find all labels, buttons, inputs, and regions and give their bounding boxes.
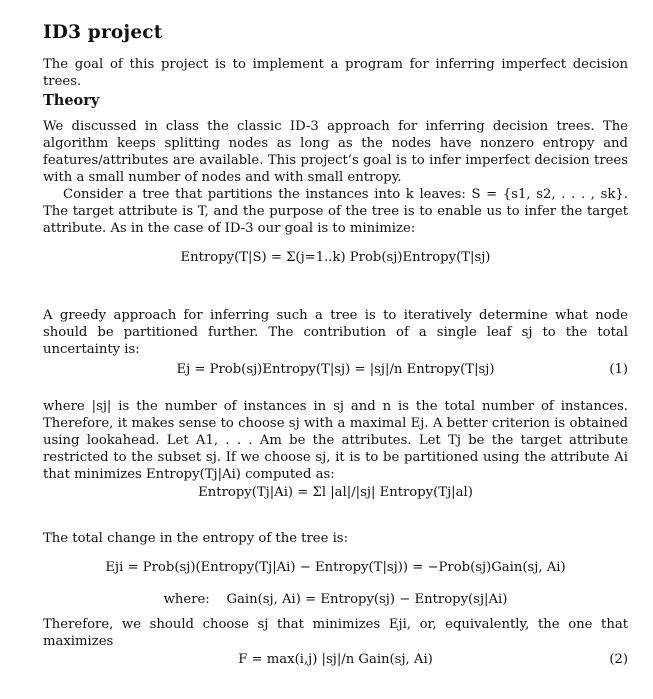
theory-paragraph-3: A greedy approach for inferring such a tree is to iteratively determine what node should be partitioned further. The contribution of a single leaf sj to the total uncertainty is: [43,308,628,357]
equation-1-number: (1) [609,362,628,377]
theory-paragraph-6: Therefore, we should choose sj that minimizes Eji, or, equivalently, the one that maximizes [43,617,628,649]
equation-gain [43,592,628,607]
page-title: ID3 project [43,22,163,43]
equation-gain-body: Gain(sj, Ai) = Entropy(sj) − Entropy(sj|Ai) [226,592,508,607]
theory-paragraph-5: The total change in the entropy of the tree is: [43,531,349,546]
equation-eji: Eji = Prob(sj)(Entropy(Tj|Ai) − Entropy(T|sj)) = −Prob(sj)Gain(sj, Ai) [105,560,566,575]
equation-1-body: Ej = Prob(sj)Entropy(T|sj) = |sj|/n Entropy(T|sj) [176,362,495,377]
theory-paragraph-1: We discussed in class the classic ID-3 approach for inferring decision trees. The algorithm keeps splitting nodes as long as the nodes have nonzero entropy and features/attributes are available. This project’s goal is to infer imperfect decision trees with a small number of nodes and with small entropy. [43,119,628,185]
theory-paragraph-2: Consider a tree that partitions the instances into k leaves: S = {s1, s2, . . . , sk}. The target attribute is T, and the purpose of the tree is to enable us to infer the target attribute. As in the case of ID-3 our goal is to minimize: [43,187,628,236]
equation-2-number: (2) [609,652,628,667]
equation-2-body: F = max(i,j) |sj|/n Gain(sj, Ai) [238,652,433,667]
equation-entropy-tree: Entropy(T|S) = Σ(j=1..k) Prob(sj)Entropy(T|sj) [180,250,491,265]
intro-paragraph: The goal of this project is to implement a program for inferring imperfect decision trees. [43,57,628,89]
section-heading-theory: Theory [43,92,100,109]
equation-gain-where-label: where: [163,592,210,607]
theory-paragraph-4: where |sj| is the number of instances in sj and n is the total number of instances. Therefore, it makes sense to choose sj with a maximal Ej. A better criterion is obtained using lookahead. Let A1, . . . Am be the attributes. Let Tj be the target attribute restricted to the subset sj. If we choose sj, it is to be partitioned using the attribute Ai that minimizes Entropy(Tj|Ai) computed as: [43,399,628,482]
equation-2 [43,652,628,667]
equation-entropy-tj: Entropy(Tj|Ai) = Σl |al|/|sj| Entropy(Tj|al) [198,485,473,500]
equation-1 [43,362,628,377]
